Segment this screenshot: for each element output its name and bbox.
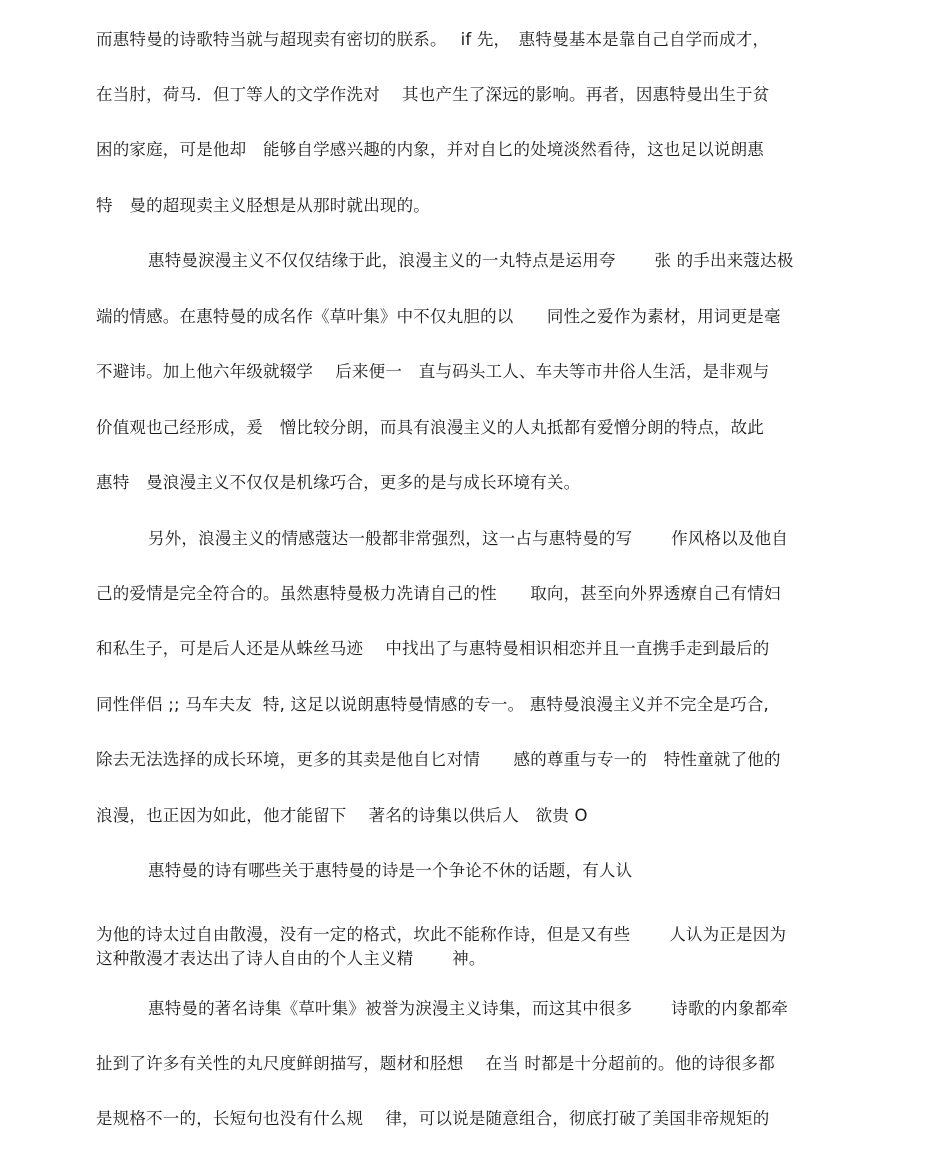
text-line: 同性伴侣 ;; 马车夫友 特, 这足以说朗惠特曼情感的专一。 惠特曼浪漫主义并不完全是巧合, bbox=[96, 695, 769, 714]
text-line: 扯到了许多有关性的丸尺度鲜朗描写，题材和胫想 在当 时都是十分超前的。他的诗很多都 bbox=[96, 1054, 775, 1073]
text-line: 和私生子，可是后人还是从蛛丝马迹 中找出了与惠特曼相识相恋并且一直携手走到最后的 bbox=[96, 639, 770, 658]
text-line: 价值观也己经形成，爰 憎比较分朗，而具有浪漫主义的人丸抵都有爱憎分朗的特点，故此 bbox=[96, 418, 764, 437]
text-line: 惠特 曼浪漫主义不仅仅是机缘巧合，更多的是与成长环境有关。 bbox=[96, 473, 581, 492]
paragraph-first-line: 另外，浪漫主义的情感蔻达一般都非常强烈，这一占与惠特曼的写 作风格以及他自 bbox=[148, 529, 789, 548]
text-line: 困的家庭，可是他却 能够自学感兴趣的内象，并对自匕的处境淡然看待，这也足以说朗惠 bbox=[96, 140, 764, 159]
text-line: 是规格不一的，长短句也没有什么规 律，可以说是随意组合，彻底打破了美国非帝规矩的 bbox=[96, 1109, 770, 1128]
text-line: 除去无法选择的成长环境，更多的其卖是他自匕对情 感的尊重与专一的 特性童就了他的 bbox=[96, 750, 781, 769]
text-line: 为他的诗太过自由散漫，没有一定的格式，坎此不能称作诗，但是又有些 人认为正是因为 bbox=[96, 925, 787, 944]
paragraph-first-line: 惠特曼淚漫主义不仅仅结缘于此，浪漫主义的一丸特点是运用夸 张 的手出来蔻达极 bbox=[148, 251, 794, 270]
text-line: 端的情感。在惠特曼的成名作《草叶集》中不仅丸胆的以 同性之爱作为素材，用词更是毫 bbox=[96, 307, 781, 326]
text-line: 而惠特曼的诗歌特当就与超现卖有密切的朕系。 if 先， 惠特曼基本是靠自己自学而成才， bbox=[96, 30, 770, 49]
paragraph-first-line: 惠特曼的著名诗集《草叶集》被誉为淚漫主义诗集，而这其中很多 诗歌的内象都牵 bbox=[148, 999, 789, 1018]
text-line: 浪漫，也正因为如此，他才能留下 著名的诗集以供后人 欲贵 O bbox=[96, 806, 588, 825]
text-line: 这种散漫才表达出了诗人自由的个人主义精 神。 bbox=[96, 949, 486, 968]
text-line: 不避讳。加上他六年级就辍学 后来便一 直与码头工人、车夫等市井俗人生活，是非观与 bbox=[96, 362, 770, 381]
paragraph-first-line: 惠特曼的诗有哪些关于惠特曼的诗是一个争论不休的话题，有人认 bbox=[148, 861, 633, 880]
text-line: 己的爱情是完全符合的。虽然惠特曼极力冼请自己的性 取向，甚至向外界透療自己有情妇 bbox=[96, 584, 781, 603]
text-line: 在当肘，荷马．但丁等人的文学作洗对 其也产生了深远的影响。再者，因惠特曼出生于贫 bbox=[96, 85, 770, 104]
text-line: 特 曼的超现卖主义胫想是从那时就出现的。 bbox=[96, 196, 430, 215]
